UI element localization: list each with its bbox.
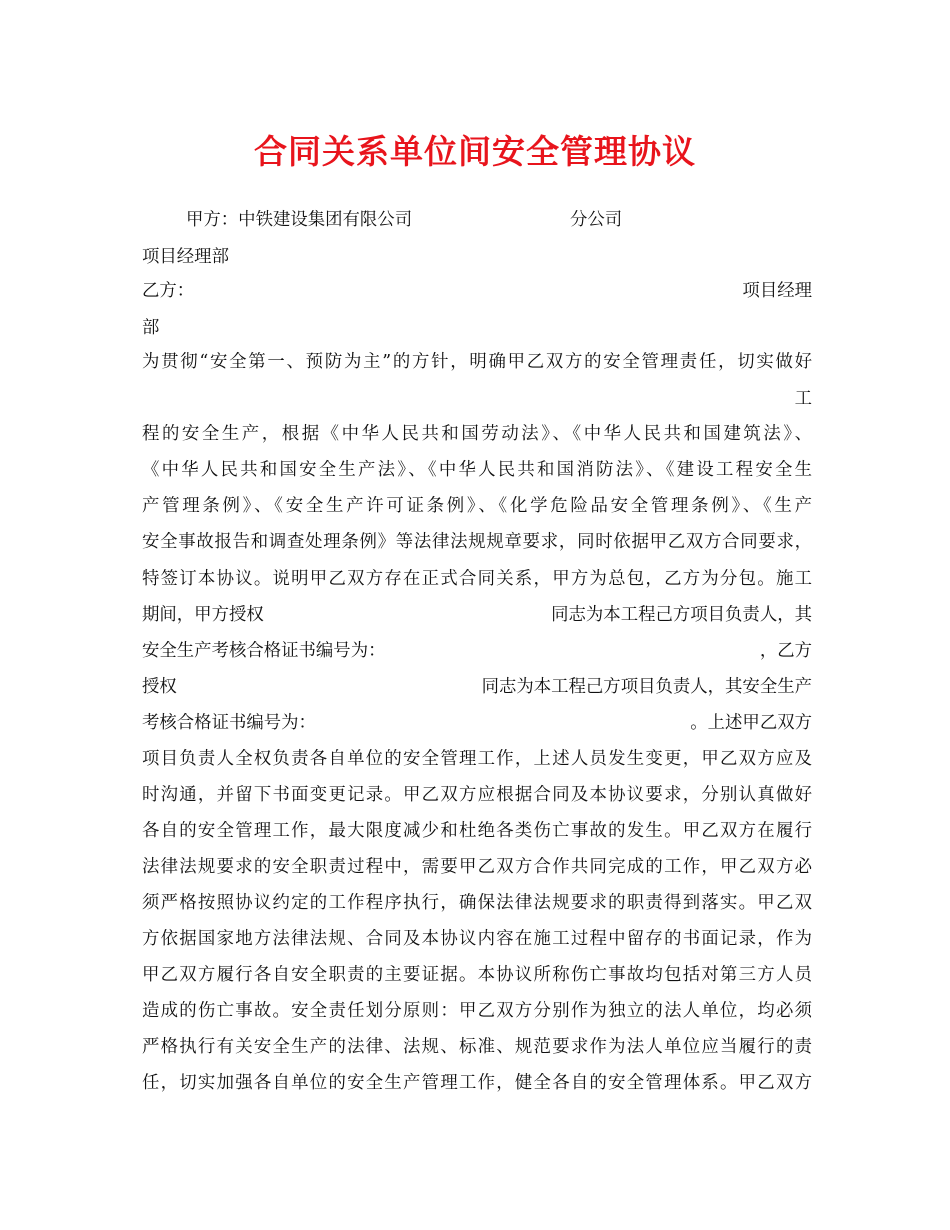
party-b-label: 乙方： <box>142 281 195 301</box>
body-line: 工 <box>794 389 812 409</box>
certificate-line-b <box>142 705 812 741</box>
body-line: 产管理条例》、《安全生产许可证条例》、《化学危险品安全管理条例》、《生产 <box>142 496 812 516</box>
certificate-a-right: ，乙方 <box>759 641 812 661</box>
certificate-b-left: 考核合格证书编号为： <box>142 713 316 733</box>
certificate-line-a <box>142 633 812 669</box>
body-line: 特签订本协议。说明甲乙双方存在正式合同关系，甲方为总包，乙方为分包。施工 <box>142 569 812 589</box>
body-line: 为贯彻“安全第一、预防为主”的方针，明确甲乙双方的安全管理责任，切实做好 <box>142 352 812 372</box>
body-line: 须严格按照协议约定的工作程序执行，确保法律法规要求的职责得到落实。甲乙双 <box>142 893 812 913</box>
authorization-a-right: 同志为本工程己方项目负责人，其 <box>551 605 812 625</box>
authorization-a-left: 期间，甲方授权 <box>142 605 264 625</box>
body-line: 时沟通，并留下书面变更记录。甲乙双方应根据合同及本协议要求，分别认真做好 <box>142 785 812 805</box>
body-line: 甲乙双方履行各自安全职责的主要证据。本协议所称伤亡事故均包括对第三方人员 <box>142 965 812 985</box>
body-line: 安全事故报告和调查处理条例》等法律法规规章要求，同时依据甲乙双方合同要求， <box>142 532 812 552</box>
body-line: 严格执行有关安全生产的法律、法规、标准、规范要求作为法人单位应当履行的责 <box>142 1037 812 1057</box>
party-b-line <box>142 273 812 309</box>
authorization-b-left: 授权 <box>142 677 177 697</box>
party-a-dept: 项目经理部 <box>142 247 229 267</box>
authorization-line-a <box>142 597 812 633</box>
document-title: 合同关系单位间安全管理协议 <box>254 132 696 171</box>
authorization-b-right: 同志为本工程己方项目负责人，其安全生产 <box>481 677 812 697</box>
certificate-a-left: 安全生产考核合格证书编号为： <box>142 641 386 661</box>
body-line: 任，切实加强各自单位的安全生产管理工作，健全各自的安全管理体系。甲乙双方 <box>142 1073 812 1093</box>
body-line: 方依据国家地方法律法规、合同及本协议内容在施工过程中留存的书面记录，作为 <box>142 929 812 949</box>
party-a-label: 甲方：中铁建设集团有限公司 <box>186 210 413 230</box>
party-a-line <box>142 202 812 238</box>
body-line: 项目负责人全权负责各自单位的安全管理工作，上述人员发生变更，甲乙双方应及 <box>142 749 812 769</box>
body-line: 法律法规要求的安全职责过程中，需要甲乙双方合作共同完成的工作，甲乙双方必 <box>142 857 812 877</box>
body-line: 程的安全生产，根据《中华人民共和国劳动法》、《中华人民共和国建筑法》、 <box>142 424 812 444</box>
certificate-b-right: 。上述甲乙双方 <box>690 713 812 733</box>
body-line: 《中华人民共和国安全生产法》、《中华人民共和国消防法》、《建设工程安全生 <box>142 460 812 480</box>
party-a-branch: 分公司 <box>570 210 623 230</box>
body-line: 造成的伤亡事故。安全责任划分原则：甲乙双方分别作为独立的法人单位，均必须 <box>142 1001 812 1021</box>
party-b-dept-part2: 部 <box>142 318 160 338</box>
party-b-dept-part1: 项目经理 <box>742 281 812 301</box>
body-line: 各自的安全管理工作，最大限度减少和杜绝各类伤亡事故的发生。甲乙双方在履行 <box>142 821 812 841</box>
authorization-line-b <box>142 669 812 705</box>
